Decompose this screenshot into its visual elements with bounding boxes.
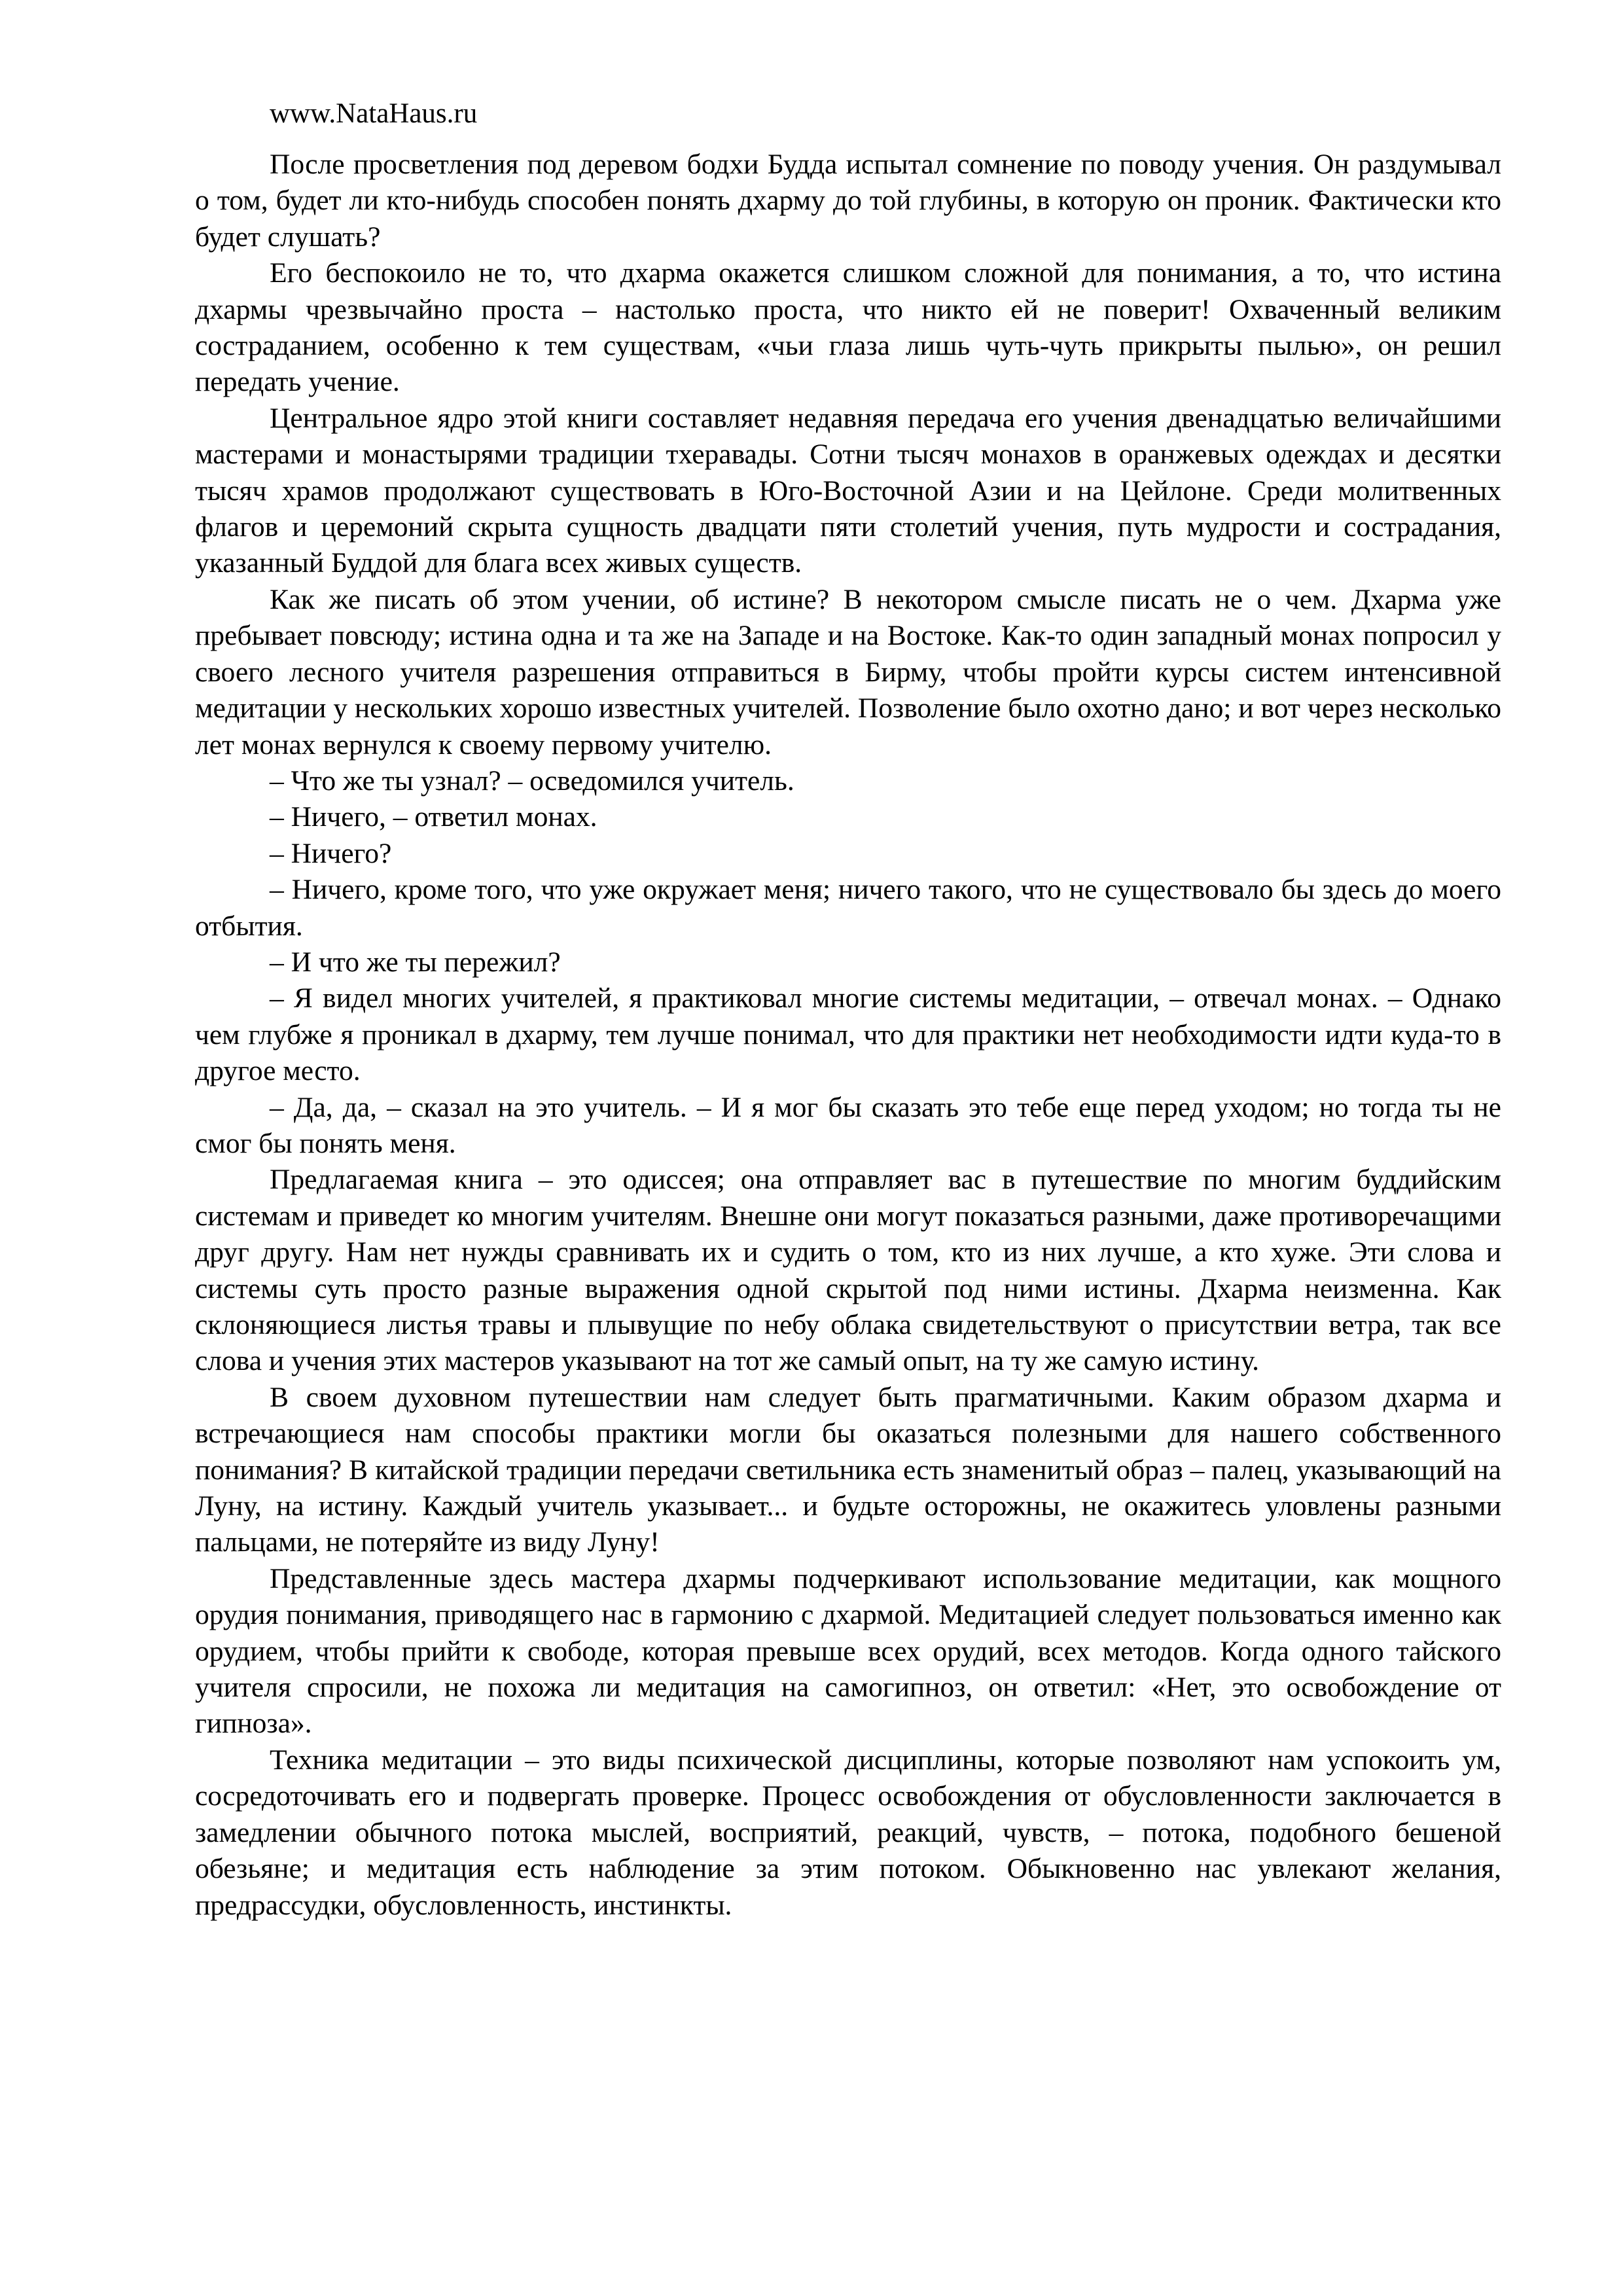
paragraph-5: Предлагаемая книга – это одиссея; она отправляет вас в путешествие по многим буддийским системам и приведет ко многим учителям. Внешне они могут показаться разными, даже противоречащими друг другу. Нам нет нужды сравнивать их и судить о том, кто из них лучше, а кто хуже. Эти слова и системы суть просто разные выражения одной скрытой под ними истины. Дхарма неизменна. Как склоняющиеся листья травы и плывущие по небу облака свидетельствуют о присутствии ветра, так все слова и учения этих мастеров указывают на тот же самый опыт, на ту же самую истину. <box>195 1164 1501 1377</box>
paragraph-7: Представленные здесь мастера дхармы подчеркивают использование медитации, как мощного орудия понимания, приводящего нас в гармонию с дхармой. Медитацией следует пользоваться именно как орудием, чтобы прийти к свободе, которая превыше всех орудий, всех методов. Когда одного тайского учителя спросили, не похожа ли медитация на самогипноз, он ответил: «Нет, это освобождение от гипноза». <box>195 1562 1501 1740</box>
document-body <box>195 147 1501 1924</box>
dialogue-line-1: – Что же ты узнал? – осведомился учитель. <box>270 764 794 797</box>
paragraph-8: Техника медитации – это виды психической дисциплины, которые позволяют нам успокоить ум, сосредоточивать его и подвергать проверке. Процесс освобождения от обусловленности заключается в замедлении обычного потока мыслей, восприятий, реакций, чувств, – потока, подобного бешеной обезьяне; и медитация есть наблюдение за этим потоком. Обыкновенно нас увлекают желания, предрассудки, обусловленность, инстинкты. <box>195 1744 1501 1921</box>
paragraph-4: Как же писать об этом учении, об истине? В некотором смысле писать не о чем. Дхарма уже пребывает повсюду; истина одна и та же на Западе и на Востоке. Как-то один западный монах попросил у своего лесного учителя разрешения отправиться в Бирму, чтобы пройти курсы систем интенсивной медитации у нескольких хорошо известных учителей. Позволение было охотно дано; и вот через несколько лет монах вернулся к своему первому учителю. <box>195 583 1501 761</box>
dialogue-line-5: – И что же ты пережил? <box>270 946 561 978</box>
paragraph-1: После просветления под деревом бодхи Будда испытал сомнение по поводу учения. Он раздумывал о том, будет ли кто-нибудь способен понять дхарму до той глубины, в которую он проник. Фактически кто будет слушать? <box>195 149 1501 253</box>
paragraph-3: Центральное ядро этой книги составляет недавняя передача его учения двенадцатью величайшими мастерами и монастырями традиции тхеравады. Сотни тысяч монахов в оранжевых одеждах и десятки тысяч храмов продолжают существовать в Юго-Восточной Азии и на Цейлоне. Среди молитвенных флагов и церемоний скрыта сущность двадцати пяти столетий учения, путь мудрости и сострадания, указанный Буддой для блага всех живых существ. <box>195 402 1501 579</box>
dialogue-line-3: – Ничего? <box>270 837 392 869</box>
site-url-header: www.NataHaus.ru <box>270 98 478 129</box>
dialogue-line-4: – Ничего, кроме того, что уже окружает меня; ничего такого, что не существовало бы здесь до моего отбытия. <box>195 874 1501 942</box>
dialogue-line-7: – Да, да, – сказал на это учитель. – И я мог бы сказать это тебе еще перед уходом; но тогда ты не смог бы понять меня. <box>195 1091 1501 1159</box>
dialogue-line-6: – Я видел многих учителей, я практиковал многие системы медитации, – отвечал монах. – Однако чем глубже я проникал в дхарму, тем лучше понимал, что для практики нет необходимости идти куда-то в другое место. <box>195 982 1501 1087</box>
paragraph-2: Его беспокоило не то, что дхарма окажется слишком сложной для понимания, а то, что истина дхармы чрезвычайно проста – настолько проста, что никто ей не поверит! Охваченный великим состраданием, особенно к тем существам, «чьи глаза лишь чуть-чуть прикрыты пылью», он решил передать учение. <box>195 257 1501 398</box>
paragraph-6: В своем духовном путешествии нам следует быть прагматичными. Каким образом дхарма и встречающиеся нам способы практики могли бы оказаться полезными для нашего собственного понимания? В китайской традиции передачи светильника есть знаменитый образ – палец, указывающий на Луну, на истину. Каждый учитель указывает... и будьте осторожны, не окажитесь уловлены разными пальцами, не потеряйте из виду Луну! <box>195 1381 1501 1558</box>
dialogue-line-2: – Ничего, – ответил монах. <box>270 801 597 833</box>
